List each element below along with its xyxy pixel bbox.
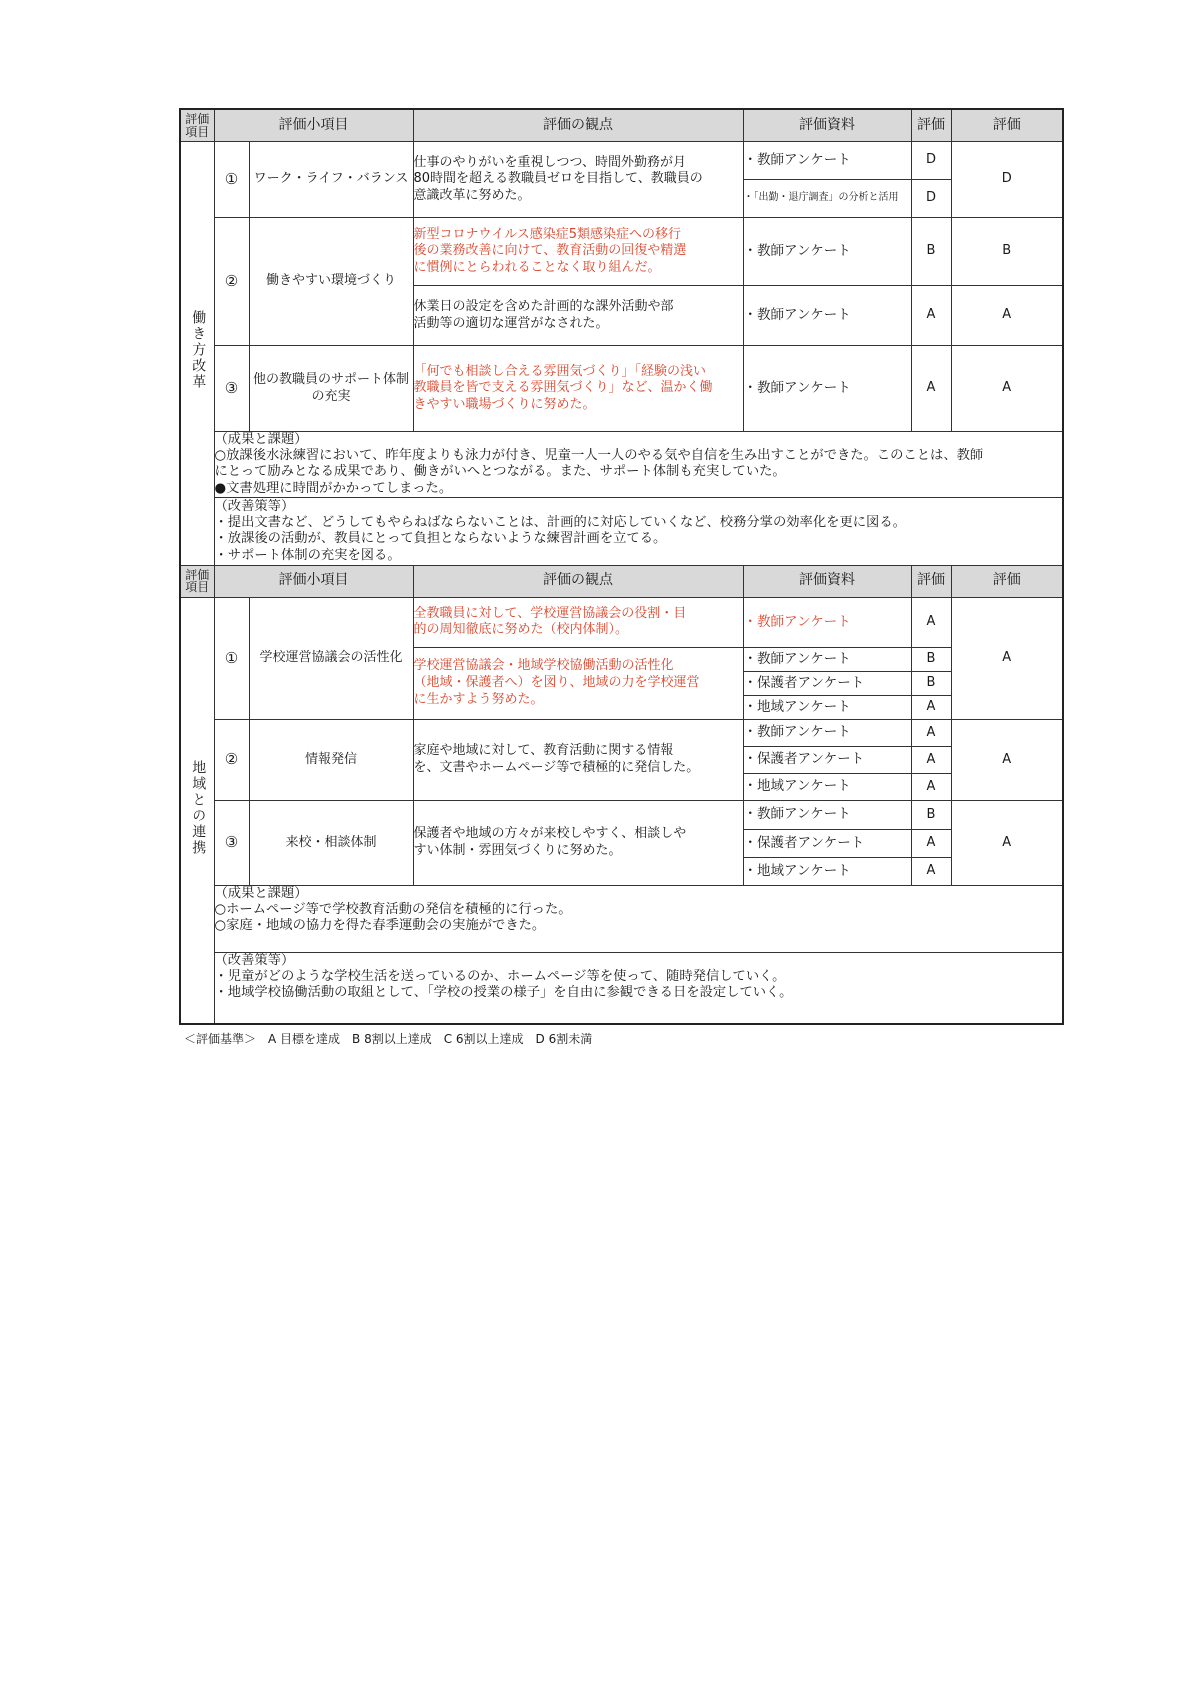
viewpoint-cell bbox=[413, 142, 743, 218]
material-cell: ・地域アンケート bbox=[743, 773, 911, 800]
improve-cell bbox=[214, 952, 1063, 1024]
table-row bbox=[180, 142, 1063, 180]
subitem-label: 働きやすい環境づくり bbox=[249, 218, 413, 346]
overall-rating-cell: A bbox=[951, 346, 1063, 432]
rating-cell: A bbox=[911, 286, 951, 346]
rating-cell: A bbox=[911, 857, 951, 885]
viewpoint-line: 的の周知徹底に努めた（校内体制）。 bbox=[413, 622, 629, 638]
viewpoint-line: 保護者や地域の方々が来校しやすく、相談しや bbox=[413, 826, 687, 842]
viewpoint-line: に慣例にとらわれることなく取り組んだ。 bbox=[413, 259, 661, 275]
viewpoint-line: 仕事のやりがいを重視しつつ、時間外勤務が月 bbox=[413, 154, 686, 170]
viewpoint-line: 意識改革に努めた。 bbox=[413, 187, 531, 203]
results-line: ○ホームページ等で学校教育活動の発信を積極的に行った。 bbox=[214, 902, 572, 918]
rating-cell: A bbox=[911, 346, 951, 432]
improve-title: （改善策等） bbox=[214, 498, 295, 514]
results-row bbox=[180, 885, 1063, 952]
improve-cell bbox=[214, 497, 1063, 565]
header-material: 評価資料 bbox=[743, 565, 911, 597]
header-overall: 評価 bbox=[951, 565, 1063, 597]
viewpoint-cell bbox=[413, 286, 743, 346]
overall-rating-cell: A bbox=[951, 800, 1063, 885]
viewpoint-line: 教職員を皆で支える雰囲気づくり」など、温かく働 bbox=[413, 380, 713, 396]
improve-line: ・児童がどのような学校生活を送っているのか、ホームページ等を使って、随時発信していく。 bbox=[214, 969, 786, 985]
rating-cell: B bbox=[911, 671, 951, 695]
header-row-2 bbox=[180, 565, 1063, 597]
material-cell: ・教師アンケート bbox=[743, 218, 911, 286]
viewpoint-line: 休業日の設定を含めた計画的な課外活動や部 bbox=[413, 298, 674, 314]
material-cell: ・教師アンケート bbox=[743, 142, 911, 180]
header-overall: 評価 bbox=[951, 109, 1063, 142]
improve-line: ・放課後の活動が、教員にとって負担とならないような練習計画を立てる。 bbox=[214, 531, 667, 547]
rating-cell: A bbox=[911, 597, 951, 647]
item-number: ② bbox=[214, 719, 249, 800]
results-line: ●文書処理に時間がかかってしまった。 bbox=[214, 480, 453, 496]
rating-cell: B bbox=[911, 800, 951, 829]
header-viewpoint: 評価の観点 bbox=[413, 109, 743, 142]
improve-line: ・提出文書など、どうしてもやらねばならないことは、計画的に対応していくなど、校務分掌の効率化を更に図る。 bbox=[214, 515, 906, 531]
table-row bbox=[180, 346, 1063, 432]
subitem-label: 学校運営協議会の活性化 bbox=[249, 597, 413, 719]
table-row bbox=[180, 719, 1063, 746]
viewpoint-line: に生かすよう努めた。 bbox=[413, 691, 544, 707]
viewpoint-line: 活動等の適切な運営がなされた。 bbox=[413, 315, 609, 331]
item-number: ③ bbox=[214, 346, 249, 432]
rating-cell: A bbox=[911, 695, 951, 719]
viewpoint-cell bbox=[413, 647, 743, 719]
material-cell: ・地域アンケート bbox=[743, 857, 911, 885]
material-cell: ・教師アンケート bbox=[743, 346, 911, 432]
viewpoint-line: 学校運営協議会・地域学校協働活動の活性化 bbox=[413, 658, 674, 674]
viewpoint-cell bbox=[413, 800, 743, 885]
item-number: ② bbox=[214, 218, 249, 346]
item-number: ① bbox=[214, 142, 249, 218]
header-subitem: 評価小項目 bbox=[214, 565, 413, 597]
results-line: ○放課後水泳練習において、昨年度よりも泳力が付き、児童一人一人のやる気や自信を生み出すことができた。このことは、教師 bbox=[214, 448, 984, 464]
material-cell: ・教師アンケート bbox=[743, 286, 911, 346]
material-cell: ・教師アンケート bbox=[743, 647, 911, 671]
category-cell bbox=[180, 142, 214, 566]
rating-cell: D bbox=[911, 180, 951, 218]
rating-cell: A bbox=[911, 773, 951, 800]
material-cell: ・保護者アンケート bbox=[743, 746, 911, 773]
header-category: 評価項目 bbox=[180, 109, 214, 142]
subitem-label: 情報発信 bbox=[249, 719, 413, 800]
material-cell: ・教師アンケート bbox=[743, 597, 911, 647]
overall-rating-cell: D bbox=[951, 142, 1063, 218]
rating-cell: B bbox=[911, 647, 951, 671]
improve-line: ・サポート体制の充実を図る。 bbox=[214, 547, 401, 563]
material-cell: ・地域アンケート bbox=[743, 695, 911, 719]
header-rating: 評価 bbox=[911, 565, 951, 597]
evaluation-table bbox=[179, 108, 1064, 1025]
results-line: にとって励みとなる成果であり、働きがいへとつながる。また、サポート体制も充実していた。 bbox=[214, 464, 786, 480]
results-title: （成果と課題） bbox=[214, 885, 308, 901]
material-cell: ・教師アンケート bbox=[743, 800, 911, 829]
viewpoint-line: きやすい職場づくりに努めた。 bbox=[413, 396, 596, 412]
header-subitem: 評価小項目 bbox=[214, 109, 413, 142]
material-cell: ・教師アンケート bbox=[743, 719, 911, 746]
table-row bbox=[180, 597, 1063, 647]
viewpoint-line: 新型コロナウイルス感染症5類感染症への移行 bbox=[413, 226, 681, 242]
rating-cell: A bbox=[911, 746, 951, 773]
item-number: ① bbox=[214, 597, 249, 719]
viewpoint-line: 「何でも相談し合える雰囲気づくり」「経験の浅い bbox=[413, 363, 707, 379]
viewpoint-line: 家庭や地域に対して、教育活動に関する情報 bbox=[413, 743, 674, 759]
results-cell bbox=[214, 432, 1063, 498]
evaluation-sheet bbox=[179, 108, 1062, 1025]
table-row bbox=[180, 800, 1063, 829]
category-cell bbox=[180, 597, 214, 1024]
improve-row bbox=[180, 952, 1063, 1024]
table-row bbox=[180, 218, 1063, 286]
viewpoint-line: 全教職員に対して、学校運営協議会の役割・目 bbox=[413, 605, 687, 621]
viewpoint-line: を、文書やホームページ等で積極的に発信した。 bbox=[413, 759, 700, 775]
results-row bbox=[180, 432, 1063, 498]
improve-line: ・地域学校協働活動の取組として、「学校の授業の様子」を自由に参観できる日を設定していく。 bbox=[214, 985, 793, 1001]
viewpoint-cell bbox=[413, 218, 743, 286]
viewpoint-line: すい体制・雰囲気づくりに努めた。 bbox=[413, 842, 622, 858]
header-category: 評価項目 bbox=[180, 565, 214, 597]
rating-legend: ＜評価基準＞ A 目標を達成 B 8割以上達成 C 6割以上達成 D 6割未満 bbox=[184, 1032, 593, 1046]
improve-title: （改善策等） bbox=[214, 952, 295, 968]
header-row-1 bbox=[180, 109, 1063, 142]
subitem-label: ワーク・ライフ・バランス bbox=[249, 142, 413, 218]
header-material: 評価資料 bbox=[743, 109, 911, 142]
rating-cell: A bbox=[911, 829, 951, 857]
results-title: （成果と課題） bbox=[214, 432, 308, 447]
material-cell: ・「出勤・退庁調査」の分析と活用 bbox=[743, 180, 911, 218]
overall-rating-cell: B bbox=[951, 218, 1063, 286]
category-label: 働き方改革 bbox=[190, 310, 207, 391]
subitem-label: 他の教職員のサポート体制の充実 bbox=[249, 346, 413, 432]
rating-cell: B bbox=[911, 218, 951, 286]
results-line: ○家庭・地域の協力を得た春季運動会の実施ができた。 bbox=[214, 918, 546, 934]
improve-row bbox=[180, 497, 1063, 565]
rating-cell: A bbox=[911, 719, 951, 746]
subitem-label: 来校・相談体制 bbox=[249, 800, 413, 885]
viewpoint-cell bbox=[413, 597, 743, 647]
overall-rating-cell: A bbox=[951, 597, 1063, 719]
overall-rating-cell: A bbox=[951, 286, 1063, 346]
header-rating: 評価 bbox=[911, 109, 951, 142]
viewpoint-cell bbox=[413, 346, 743, 432]
results-cell bbox=[214, 885, 1063, 952]
category-label: 地域との連携 bbox=[190, 759, 207, 856]
material-cell: ・保護者アンケート bbox=[743, 829, 911, 857]
viewpoint-line: 80時間を超える教職員ゼロを目指して、教職員の bbox=[413, 171, 703, 187]
rating-cell: D bbox=[911, 142, 951, 180]
material-cell: ・保護者アンケート bbox=[743, 671, 911, 695]
viewpoint-line: 後の業務改善に向けて、教育活動の回復や精選 bbox=[413, 243, 687, 259]
item-number: ③ bbox=[214, 800, 249, 885]
viewpoint-line: （地域・保護者へ）を図り、地域の力を学校運営 bbox=[413, 675, 700, 691]
viewpoint-cell bbox=[413, 719, 743, 800]
header-viewpoint: 評価の観点 bbox=[413, 565, 743, 597]
overall-rating-cell: A bbox=[951, 719, 1063, 800]
